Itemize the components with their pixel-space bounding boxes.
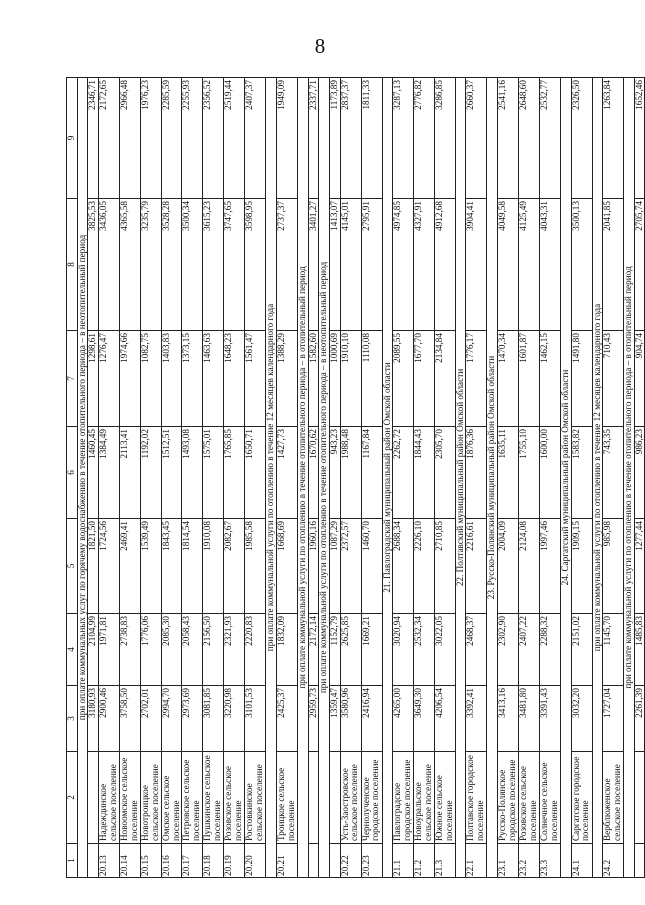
- value-cell: 3598,95: [245, 199, 266, 331]
- value-cell: 3287,13: [393, 78, 414, 199]
- value-cell: 2004,09: [497, 519, 518, 614]
- value-cell: 1485,83: [634, 614, 645, 686]
- settlement-name-cell: Павлоградское городское поселение: [393, 752, 414, 844]
- value-cell: 3528,28: [161, 199, 181, 331]
- value-cell: 1152,79: [329, 614, 340, 686]
- section-heading: при оплате коммунальной услуги по отоплению в течение отопительного периода – в отопительный период: [297, 78, 308, 878]
- value-cell: 1876,36: [466, 427, 487, 519]
- table-row: [603, 78, 624, 878]
- table-row: [245, 78, 266, 878]
- section-row: [266, 78, 277, 878]
- settlement-name-cell: [634, 752, 645, 844]
- value-cell: 2346,71: [88, 78, 99, 199]
- table-row: [361, 78, 382, 878]
- settlement-name-cell: [88, 752, 99, 844]
- settlement-name-cell: Ростовкинское сельское поселение: [245, 752, 266, 844]
- row-index-cell: 23.1: [497, 844, 518, 878]
- section-row: [487, 78, 498, 878]
- section-row: [77, 78, 88, 878]
- value-cell: 3286,85: [435, 78, 455, 199]
- value-cell: 2285,59: [161, 78, 181, 199]
- header-cell: 6: [67, 427, 78, 519]
- value-cell: 1601,87: [518, 331, 539, 427]
- value-cell: 3747,65: [224, 199, 245, 331]
- table-row: [518, 78, 539, 878]
- value-cell: 2541,16: [497, 78, 518, 199]
- value-cell: 3413,16: [497, 686, 518, 752]
- value-cell: 985,98: [603, 519, 624, 614]
- value-cell: 1491,80: [571, 331, 592, 427]
- settlement-name-cell: Розовское сельское поселение: [518, 752, 539, 844]
- value-cell: 1413,07: [329, 199, 340, 331]
- table-row: [466, 78, 487, 878]
- value-cell: 1843,45: [161, 519, 181, 614]
- value-cell: 1512,51: [161, 427, 181, 519]
- header-cell: 3: [67, 686, 78, 752]
- value-cell: 2407,37: [245, 78, 266, 199]
- header-row: [67, 78, 78, 878]
- row-index-cell: 21.3: [435, 844, 455, 878]
- value-cell: 2255,93: [182, 78, 203, 199]
- settlement-name-cell: Верблюженское сельское поселение: [603, 752, 624, 844]
- table-body: [67, 78, 645, 878]
- value-cell: 986,23: [634, 427, 645, 519]
- header-cell: 4: [67, 614, 78, 686]
- value-cell: 1388,29: [276, 331, 297, 427]
- value-cell: 1462,15: [539, 331, 560, 427]
- section-row: [297, 78, 308, 878]
- tariff-table: [66, 77, 645, 878]
- value-cell: 2104,99: [88, 614, 99, 686]
- table-row: [88, 78, 99, 878]
- section-heading: при оплате коммунальных услуг по горячему водоснабжению в течение отопительного периода – в неотопительный период: [77, 78, 88, 878]
- settlement-name-cell: Новоуральское сельское поселение: [414, 752, 435, 844]
- settlement-name-cell: Троицкое сельское поселение: [276, 752, 297, 844]
- value-cell: 3825,53: [88, 199, 99, 331]
- value-cell: 3180,93: [88, 686, 99, 752]
- value-cell: 1087,29: [329, 519, 340, 614]
- row-index-cell: 20.13: [98, 844, 119, 878]
- value-cell: 2959,73: [308, 686, 319, 752]
- value-cell: 710,43: [603, 331, 624, 427]
- row-index-cell: 23.2: [518, 844, 539, 878]
- value-cell: 2688,34: [393, 519, 414, 614]
- value-cell: 3032,20: [571, 686, 592, 752]
- value-cell: 1263,84: [603, 78, 624, 199]
- value-cell: 2321,93: [224, 614, 245, 686]
- value-cell: 3500,13: [571, 199, 592, 331]
- value-cell: 4145,01: [340, 199, 361, 331]
- value-cell: 1776,17: [466, 331, 487, 427]
- table-row: [119, 78, 140, 878]
- value-cell: 2226,10: [414, 519, 435, 614]
- value-cell: 1910,08: [203, 519, 224, 614]
- value-cell: 1373,15: [182, 331, 203, 427]
- table-row: [161, 78, 181, 878]
- row-index-cell: 21.1: [393, 844, 414, 878]
- value-cell: 3401,27: [308, 199, 319, 331]
- row-index-cell: 21.2: [414, 844, 435, 878]
- value-cell: 2468,37: [466, 614, 487, 686]
- value-cell: 3500,34: [182, 199, 203, 331]
- row-index-cell: [329, 844, 340, 878]
- value-cell: 2288,32: [539, 614, 560, 686]
- value-cell: 1427,73: [276, 427, 297, 519]
- row-index-cell: 24.1: [571, 844, 592, 878]
- value-cell: 1493,08: [182, 427, 203, 519]
- table-row: [182, 78, 203, 878]
- value-cell: 904,74: [634, 331, 645, 427]
- rotated-table-wrapper: [66, 78, 644, 878]
- row-index-cell: 20.23: [361, 844, 382, 878]
- settlement-name-cell: Южное сельское поселение: [435, 752, 455, 844]
- value-cell: 1960,16: [308, 519, 319, 614]
- value-cell: 2416,94: [361, 686, 382, 752]
- settlement-name-cell: Пушкинское сельское поселение: [203, 752, 224, 844]
- value-cell: 2113,41: [119, 427, 140, 519]
- value-cell: 1832,09: [276, 614, 297, 686]
- value-cell: 1173,89: [329, 78, 340, 199]
- value-cell: 3022,05: [435, 614, 455, 686]
- value-cell: 2407,22: [518, 614, 539, 686]
- value-cell: 1985,58: [245, 519, 266, 614]
- value-cell: 3101,53: [245, 686, 266, 752]
- section-heading: при оплате коммунальной услуги по отоплению в течение 12 месяцев календарного года: [592, 78, 603, 878]
- row-index-cell: 20.14: [119, 844, 140, 878]
- section-heading: 23. Русско-Полянский муниципальный район Омской области: [487, 78, 498, 878]
- value-cell: 1276,47: [98, 331, 119, 427]
- section-heading: при оплате коммунальной услуги по отоплению в течение 12 месяцев календарного года: [266, 78, 277, 878]
- table-row: [329, 78, 340, 878]
- value-cell: 2519,44: [224, 78, 245, 199]
- section-heading: при оплате коммунальной услуги по отоплению в течение отопительного периода – в отопительный период: [624, 78, 635, 878]
- value-cell: 2089,55: [393, 331, 414, 427]
- header-cell: 2: [67, 752, 78, 844]
- value-cell: 4049,58: [497, 199, 518, 331]
- header-cell: 5: [67, 519, 78, 614]
- value-cell: 1727,04: [603, 686, 624, 752]
- row-index-cell: 22.1: [466, 844, 487, 878]
- value-cell: 3391,43: [539, 686, 560, 752]
- table-row: [497, 78, 518, 878]
- row-index-cell: [308, 844, 319, 878]
- value-cell: 2973,69: [182, 686, 203, 752]
- page-number: 8: [314, 34, 326, 58]
- value-cell: 2058,43: [182, 614, 203, 686]
- header-cell: 9: [67, 78, 78, 199]
- header-cell: 8: [67, 199, 78, 331]
- row-index-cell: 20.16: [161, 844, 181, 878]
- settlement-name-cell: Саргатское городское поселение: [571, 752, 592, 844]
- value-cell: 2124,08: [518, 519, 539, 614]
- value-cell: 2469,41: [119, 519, 140, 614]
- settlement-name-cell: Солнечное сельское поселение: [539, 752, 560, 844]
- value-cell: 2994,70: [161, 686, 181, 752]
- value-cell: 3392,41: [466, 686, 487, 752]
- value-cell: 1652,46: [634, 78, 645, 199]
- table-row: [393, 78, 414, 878]
- value-cell: 2660,37: [466, 78, 487, 199]
- value-cell: 1583,82: [571, 427, 592, 519]
- value-cell: 1277,44: [634, 519, 645, 614]
- value-cell: 2262,72: [393, 427, 414, 519]
- value-cell: 1765,85: [224, 427, 245, 519]
- value-cell: 1776,06: [140, 614, 161, 686]
- settlement-name-cell: Чернолученское городское поселение: [361, 752, 382, 844]
- row-index-cell: [88, 844, 99, 878]
- value-cell: 2966,48: [119, 78, 140, 199]
- table-row: [203, 78, 224, 878]
- value-cell: 2356,52: [203, 78, 224, 199]
- table-row: [140, 78, 161, 878]
- row-index-cell: 20.19: [224, 844, 245, 878]
- value-cell: 1470,34: [497, 331, 518, 427]
- settlement-name-cell: [329, 752, 340, 844]
- table-area: [66, 78, 644, 878]
- settlement-name-cell: Новоомское сельское поселение: [119, 752, 140, 844]
- section-row: [560, 78, 571, 878]
- value-cell: 1811,33: [361, 78, 382, 199]
- value-cell: 4206,54: [435, 686, 455, 752]
- value-cell: 3436,05: [98, 199, 119, 331]
- value-cell: 1724,56: [98, 519, 119, 614]
- settlement-name-cell: Полтавское городское поселение: [466, 752, 487, 844]
- value-cell: 1670,62: [308, 427, 319, 519]
- table-row: [98, 78, 119, 878]
- value-cell: 1582,60: [308, 331, 319, 427]
- value-cell: 1192,02: [140, 427, 161, 519]
- settlement-name-cell: Омское сельское поселение: [161, 752, 181, 844]
- value-cell: 1910,10: [340, 331, 361, 427]
- value-cell: 3904,41: [466, 199, 487, 331]
- value-cell: 1145,70: [603, 614, 624, 686]
- row-index-cell: 20.18: [203, 844, 224, 878]
- value-cell: 2738,83: [119, 614, 140, 686]
- value-cell: 1997,46: [539, 519, 560, 614]
- value-cell: 3235,79: [140, 199, 161, 331]
- row-index-cell: 20.21: [276, 844, 297, 878]
- table-row: [414, 78, 435, 878]
- value-cell: 1082,75: [140, 331, 161, 427]
- settlement-name-cell: Петровское сельское поселение: [182, 752, 203, 844]
- value-cell: 4365,58: [119, 199, 140, 331]
- value-cell: 2134,84: [435, 331, 455, 427]
- row-index-cell: 20.17: [182, 844, 203, 878]
- value-cell: 1814,54: [182, 519, 203, 614]
- table-row: [276, 78, 297, 878]
- value-cell: 2532,77: [539, 78, 560, 199]
- value-cell: 3481,80: [518, 686, 539, 752]
- settlement-name-cell: Надеждинское сельское поселение: [98, 752, 119, 844]
- value-cell: 1463,63: [203, 331, 224, 427]
- value-cell: 743,35: [603, 427, 624, 519]
- table-row: [634, 78, 645, 878]
- value-cell: 1949,09: [276, 78, 297, 199]
- table-row: [571, 78, 592, 878]
- value-cell: 1575,01: [203, 427, 224, 519]
- value-cell: 1650,71: [245, 427, 266, 519]
- value-cell: 2795,91: [361, 199, 382, 331]
- value-cell: 1648,23: [224, 331, 245, 427]
- value-cell: 2082,67: [224, 519, 245, 614]
- row-index-cell: 23.3: [539, 844, 560, 878]
- value-cell: 1600,00: [539, 427, 560, 519]
- value-cell: 3615,23: [203, 199, 224, 331]
- value-cell: 1298,61: [88, 331, 99, 427]
- value-cell: 2172,65: [98, 78, 119, 199]
- value-cell: 2900,46: [98, 686, 119, 752]
- value-cell: 2702,01: [140, 686, 161, 752]
- row-index-cell: 20.22: [340, 844, 361, 878]
- value-cell: 1677,70: [414, 331, 435, 427]
- settlement-name-cell: Розовское сельское поселение: [224, 752, 245, 844]
- row-index-cell: 24.2: [603, 844, 624, 878]
- section-row: [382, 78, 393, 878]
- value-cell: 3758,50: [119, 686, 140, 752]
- value-cell: 2372,57: [340, 519, 361, 614]
- value-cell: 3081,85: [203, 686, 224, 752]
- row-index-cell: 20.20: [245, 844, 266, 878]
- value-cell: 2425,37: [276, 686, 297, 752]
- value-cell: 2041,85: [603, 199, 624, 331]
- section-heading: 22. Полтавский муниципальный район Омской области: [455, 78, 466, 878]
- value-cell: 1384,49: [98, 427, 119, 519]
- table-row: [539, 78, 560, 878]
- table-row: [308, 78, 319, 878]
- table-row: [340, 78, 361, 878]
- value-cell: 2156,50: [203, 614, 224, 686]
- value-cell: 1460,70: [361, 519, 382, 614]
- value-cell: 1976,23: [140, 78, 161, 199]
- value-cell: 1909,15: [571, 519, 592, 614]
- value-cell: 1974,66: [119, 331, 140, 427]
- value-cell: 1988,48: [340, 427, 361, 519]
- value-cell: 1167,84: [361, 427, 382, 519]
- value-cell: 1403,83: [161, 331, 181, 427]
- section-heading: при оплате коммунальной услуги по отоплению в течение отопительного периода – в неотопительный период: [319, 78, 330, 878]
- value-cell: 4327,91: [414, 199, 435, 331]
- value-cell: 1971,81: [98, 614, 119, 686]
- value-cell: 2710,85: [435, 519, 455, 614]
- value-cell: 1755,10: [518, 427, 539, 519]
- value-cell: 4265,00: [393, 686, 414, 752]
- value-cell: 1561,47: [245, 331, 266, 427]
- row-index-cell: [634, 844, 645, 878]
- value-cell: 2326,50: [571, 78, 592, 199]
- settlement-name-cell: Усть-Заостровское сельское поселение: [340, 752, 361, 844]
- value-cell: 1821,50: [88, 519, 99, 614]
- value-cell: 2625,85: [340, 614, 361, 686]
- section-row: [592, 78, 603, 878]
- value-cell: 3649,30: [414, 686, 435, 752]
- value-cell: 2085,30: [161, 614, 181, 686]
- settlement-name-cell: Новотроицкое сельское поселение: [140, 752, 161, 844]
- value-cell: 2261,39: [634, 686, 645, 752]
- value-cell: 1000,69: [329, 331, 340, 427]
- value-cell: 2305,70: [435, 427, 455, 519]
- value-cell: 1359,47: [329, 686, 340, 752]
- settlement-name-cell: [308, 752, 319, 844]
- section-heading: 24. Саргатский муниципальный район Омской области: [560, 78, 571, 878]
- value-cell: 4912,68: [435, 199, 455, 331]
- section-heading: 21. Павлоградский муниципальный район Омской области: [382, 78, 393, 878]
- header-cell: 1: [67, 844, 78, 878]
- value-cell: 2302,90: [497, 614, 518, 686]
- value-cell: 1539,49: [140, 519, 161, 614]
- value-cell: 3580,96: [340, 686, 361, 752]
- row-index-cell: 20.15: [140, 844, 161, 878]
- value-cell: 2216,61: [466, 519, 487, 614]
- value-cell: 2337,71: [308, 78, 319, 199]
- value-cell: 1669,21: [361, 614, 382, 686]
- value-cell: 4125,49: [518, 199, 539, 331]
- value-cell: 2776,82: [414, 78, 435, 199]
- header-cell: 7: [67, 331, 78, 427]
- table-row: [435, 78, 455, 878]
- section-row: [455, 78, 466, 878]
- value-cell: 3220,98: [224, 686, 245, 752]
- value-cell: 2532,34: [414, 614, 435, 686]
- value-cell: 1110,08: [361, 331, 382, 427]
- value-cell: 2837,37: [340, 78, 361, 199]
- section-row: [624, 78, 635, 878]
- value-cell: 2648,60: [518, 78, 539, 199]
- value-cell: 1635,11: [497, 427, 518, 519]
- value-cell: 2737,37: [276, 199, 297, 331]
- value-cell: 2151,02: [571, 614, 592, 686]
- value-cell: 2705,74: [634, 199, 645, 331]
- value-cell: 3020,94: [393, 614, 414, 686]
- settlement-name-cell: Русско-Полянское городское поселение: [497, 752, 518, 844]
- value-cell: 943,23: [329, 427, 340, 519]
- value-cell: 4974,85: [393, 199, 414, 331]
- section-row: [319, 78, 330, 878]
- value-cell: 1460,45: [88, 427, 99, 519]
- value-cell: 1844,43: [414, 427, 435, 519]
- value-cell: 4043,31: [539, 199, 560, 331]
- value-cell: 2220,83: [245, 614, 266, 686]
- value-cell: 2172,14: [308, 614, 319, 686]
- table-row: [224, 78, 245, 878]
- value-cell: 1668,69: [276, 519, 297, 614]
